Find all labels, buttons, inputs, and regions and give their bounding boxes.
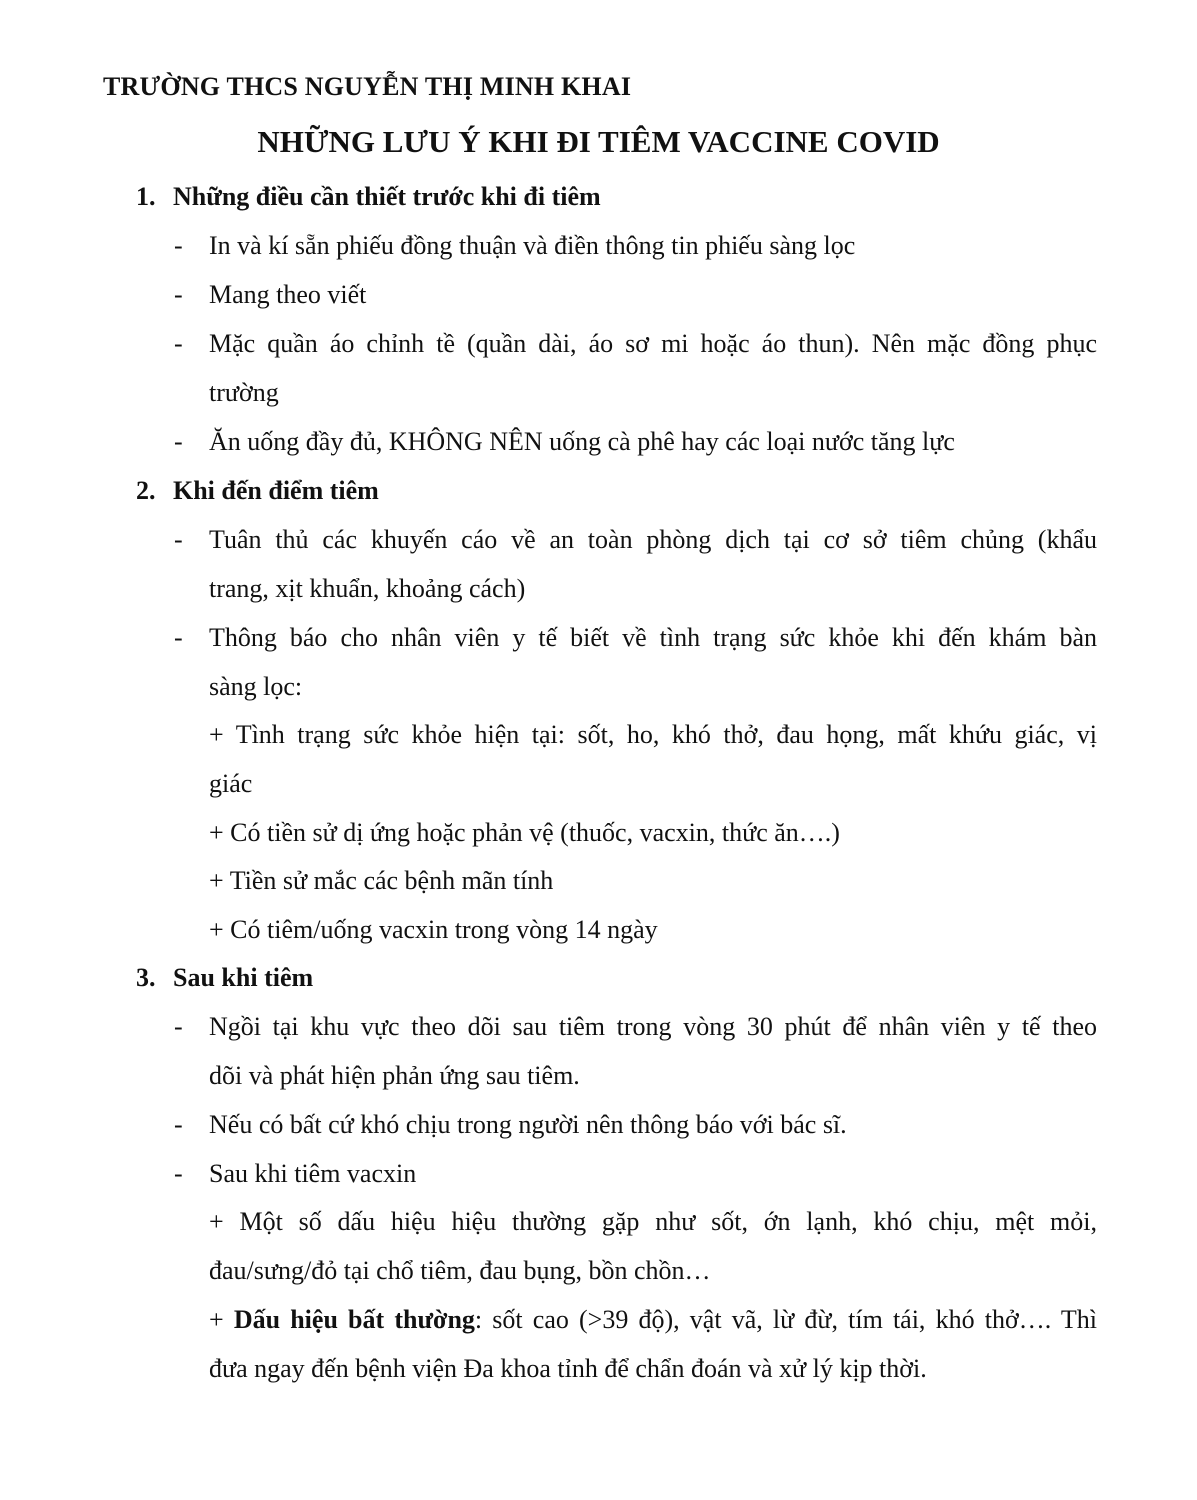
document-title: NHỮNG LƯU Ý KHI ĐI TIÊM VACCINE COVID bbox=[257, 124, 940, 159]
sub-item-continuation: đưa ngay đến bệnh viện Đa khoa tỉnh để chẩn đoán và xử lý kịp thời. bbox=[209, 1354, 927, 1383]
list-item: Sau khi tiêm vacxin bbox=[209, 1159, 417, 1188]
plus-marker: + bbox=[209, 1305, 234, 1334]
section-2-title: Khi đến điểm tiêm bbox=[173, 476, 379, 505]
section-2-heading bbox=[136, 476, 379, 506]
sub-item-continuation: đau/sưng/đỏ tại chổ tiêm, đau bụng, bồn chồn… bbox=[209, 1256, 711, 1285]
list-item-continuation: trường bbox=[209, 378, 279, 407]
bullet-dash: - bbox=[174, 427, 183, 456]
section-3-number: 3. bbox=[136, 963, 156, 992]
sub-item: + Tiền sử mắc các bệnh mãn tính bbox=[209, 866, 554, 895]
bullet-dash: - bbox=[174, 1159, 183, 1188]
bullet-dash: - bbox=[174, 623, 183, 652]
list-item-continuation: sàng lọc: bbox=[209, 672, 303, 701]
bullet-dash: - bbox=[174, 329, 183, 358]
sub-item: + Một số dấu hiệu hiệu thường gặp như sốt, ớn lạnh, khó chịu, mệt mỏi, bbox=[209, 1207, 1097, 1236]
list-item-continuation: dõi và phát hiện phản ứng sau tiêm. bbox=[209, 1061, 580, 1090]
bullet-dash: - bbox=[174, 280, 183, 309]
list-item: In và kí sẵn phiếu đồng thuận và điền thông tin phiếu sàng lọc bbox=[209, 231, 856, 260]
list-item: Mang theo viết bbox=[209, 280, 367, 309]
warning-sub-item bbox=[209, 1305, 1097, 1335]
section-1-title: Những điều cần thiết trước khi đi tiêm bbox=[173, 182, 601, 211]
section-1-heading bbox=[136, 182, 601, 212]
list-item: Mặc quần áo chỉnh tề (quần dài, áo sơ mi hoặc áo thun). Nên mặc đồng phục bbox=[209, 329, 1097, 358]
sub-item: + Có tiêm/uống vacxin trong vòng 14 ngày bbox=[209, 915, 658, 944]
list-item: Tuân thủ các khuyến cáo về an toàn phòng dịch tại cơ sở tiêm chủng (khẩu bbox=[209, 525, 1097, 554]
abnormal-signs-text: : sốt cao (>39 độ), vật vã, lừ đừ, tím tái, khó thở…. Thì bbox=[474, 1305, 1097, 1334]
list-item: Thông báo cho nhân viên y tế biết về tình trạng sức khỏe khi đến khám bàn bbox=[209, 623, 1097, 652]
list-item: Nếu có bất cứ khó chịu trong người nên thông báo với bác sĩ. bbox=[209, 1110, 847, 1139]
school-name: TRƯỜNG THCS NGUYỄN THỊ MINH KHAI bbox=[103, 72, 632, 101]
sub-item: + Có tiền sử dị ứng hoặc phản vệ (thuốc, vacxin, thức ăn….) bbox=[209, 818, 840, 847]
bullet-dash: - bbox=[174, 1110, 183, 1139]
list-item: Ăn uống đầy đủ, KHÔNG NÊN uống cà phê hay các loại nước tăng lực bbox=[209, 427, 955, 456]
section-1-number: 1. bbox=[136, 182, 156, 211]
section-2-number: 2. bbox=[136, 476, 156, 505]
list-item: Ngồi tại khu vực theo dõi sau tiêm trong vòng 30 phút để nhân viên y tế theo bbox=[209, 1012, 1097, 1041]
list-item-continuation: trang, xịt khuẩn, khoảng cách) bbox=[209, 574, 526, 603]
sub-item-continuation: giác bbox=[209, 769, 253, 798]
sub-item: + Tình trạng sức khỏe hiện tại: sốt, ho, khó thở, đau họng, mất khứu giác, vị bbox=[209, 720, 1097, 749]
section-3-heading bbox=[136, 963, 313, 993]
abnormal-signs-label: Dấu hiệu bất thường bbox=[233, 1305, 475, 1334]
bullet-dash: - bbox=[174, 231, 183, 260]
bullet-dash: - bbox=[174, 1012, 183, 1041]
bullet-dash: - bbox=[174, 525, 183, 554]
section-3-title: Sau khi tiêm bbox=[173, 963, 314, 992]
